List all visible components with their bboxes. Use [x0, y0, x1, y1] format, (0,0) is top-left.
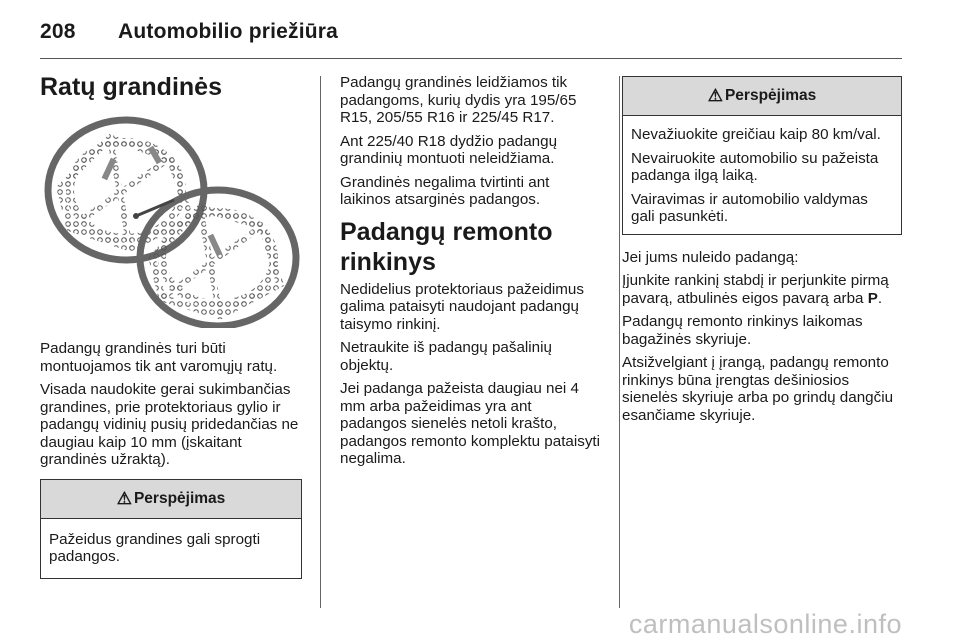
repair-kit-paragraph-1: Nedidelius protektoriaus pažeidimus galima pataisyti naudojant padangų taisymo rinkinį.: [340, 280, 584, 333]
column-divider-2: [619, 76, 620, 608]
warning-text: Pažeidus grandines gali sprogti padangos.: [49, 530, 261, 565]
column-3: [622, 76, 902, 430]
handbrake-paragraph: [622, 272, 902, 307]
handbrake-text-end: .: [877, 289, 883, 307]
repair-kit-paragraph-3: Jei padanga pažeista daugiau nei 4 mm arba pažeidimas yra ant padangos sienelės netoli krašto, padangos remonto komplektu pataisyti negalima.: [340, 380, 601, 467]
header-divider: [40, 58, 902, 59]
tire-left-drawing: [48, 120, 204, 260]
page-number: 208: [40, 20, 76, 43]
warning-box-repair: [622, 76, 902, 235]
kit-equipment-paragraph: Atsižvelgiant į įrangą, padangų remonto rinkinys būna įrengtas dešiniosios sienelės skyriuje arba po grindų dangčiu esančiame skyriuje.: [622, 354, 894, 424]
warning-triangle-icon: ⚠: [116, 488, 132, 508]
chains-size-paragraph: Padangų grandinės leidžiamos tik padangoms, kurių dydis yra 195/65 R15, 205/55 R16 ir 225/45 R17.: [340, 74, 577, 126]
snow-chains-paragraph-2: Visada naudokite gerai sukimbančias grandines, prie protektoriaus gylio ir padangų vidinių pusių pridedančias ne daugiau kaip 10 mm (įskaitant grandinės užraktą).: [40, 381, 299, 468]
snow-chains-illustration: [40, 108, 302, 328]
section-heading-snow-chains: Ratų grandinės: [40, 73, 222, 101]
warning-box-chains: [40, 479, 302, 579]
warning-triangle-icon: ⚠: [707, 86, 723, 105]
spare-tire-paragraph: Grandinės negalima tvirtinti ant laikinos atsarginės padangos.: [340, 173, 550, 208]
repair-kit-paragraph-2: Netraukite iš padangų pašalinių objektų.: [340, 339, 552, 374]
chains-forbidden-paragraph: Ant 225/40 R18 dydžio padangų grandinių montuoti neleidžiama.: [340, 132, 558, 167]
tire-right-drawing: [140, 190, 296, 326]
warning-label: Perspėjimas: [133, 489, 226, 507]
column-divider-1: [320, 76, 321, 608]
page-header: [40, 20, 338, 44]
section-heading-repair-kit: Padangų remonto rinkinys: [340, 217, 553, 276]
kit-location-paragraph: Padangų remonto rinkinys laikomas bagažinės skyriuje.: [622, 313, 863, 348]
column-2: [340, 74, 602, 474]
column-1: [40, 72, 302, 579]
flat-tire-intro: Jei jums nuleido padangą:: [622, 248, 799, 266]
warning-speed-text: Nevažiuokite greičiau kaip 80 km/val.: [631, 126, 881, 143]
warning-header: [41, 480, 301, 519]
warning-drive-text: Nevairuokite automobilio su pažeista padanga ilgą laiką.: [631, 149, 879, 184]
warning-header: [623, 77, 901, 116]
handbrake-text: Įjunkite rankinį stabdį ir perjunkite pirmą pavarą, atbulinės eigos pavarą arba: [622, 272, 889, 307]
park-gear-label: P: [867, 289, 878, 307]
chapter-title: Automobilio priežiūra: [118, 20, 339, 43]
warning-label: Perspėjimas: [724, 87, 817, 104]
watermark: carmanualsonline.info: [628, 609, 902, 639]
snow-chains-paragraph-1: Padangų grandinės turi būti montuojamos tik ant varomųjų ratų.: [40, 340, 278, 375]
warning-handling-text: Vairavimas ir automobilio valdymas gali pasunkėti.: [631, 190, 868, 225]
